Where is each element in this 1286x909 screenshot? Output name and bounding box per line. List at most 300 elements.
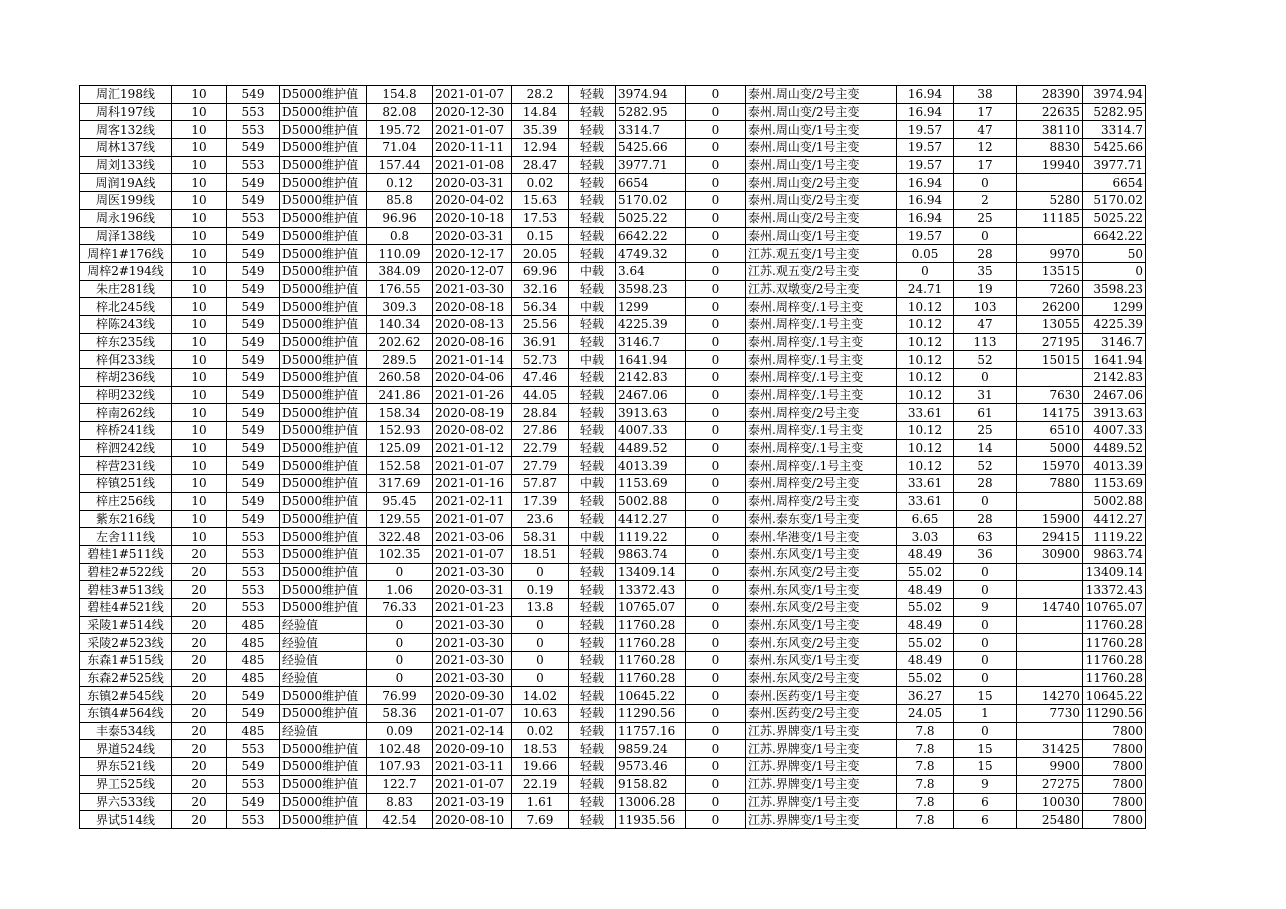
cell-date: 2021-03-19 — [433, 793, 512, 811]
cell-col-zero: 0 — [686, 209, 746, 227]
cell-load-status: 轻载 — [569, 669, 616, 687]
cell-load-rate: 23.6 — [512, 510, 569, 528]
cell-transformer-margin: 55.02 — [897, 598, 954, 616]
table-row — [80, 722, 1146, 740]
cell-capacity: 485 — [227, 669, 280, 687]
cell-value-source: D5000维护值 — [280, 121, 367, 139]
cell-available-capacity: 2142.83 — [1083, 369, 1146, 387]
cell-date: 2021-02-11 — [433, 492, 512, 510]
cell-voltage: 20 — [172, 722, 227, 740]
cell-load-status: 轻载 — [569, 705, 616, 723]
cell-col-zero: 0 — [686, 351, 746, 369]
cell-load-status: 轻载 — [569, 174, 616, 192]
cell-transformer-margin: 10.12 — [897, 422, 954, 440]
table-row — [80, 528, 1146, 546]
cell-transformer: 泰州.华港变/1号主变 — [746, 528, 897, 546]
cell-line-name: 东镇2#545线 — [80, 687, 172, 705]
cell-value-source: D5000维护值 — [280, 740, 367, 758]
cell-load-status: 轻载 — [569, 209, 616, 227]
cell-line-name: 梓胡236线 — [80, 369, 172, 387]
cell-value-source: D5000维护值 — [280, 298, 367, 316]
cell-available-capacity: 4412.27 — [1083, 510, 1146, 528]
cell-user-capacity — [1017, 563, 1083, 581]
cell-available-capacity: 4013.39 — [1083, 457, 1146, 475]
cell-col-zero: 0 — [686, 528, 746, 546]
cell-capacity: 549 — [227, 758, 280, 776]
cell-available-capacity: 3598.23 — [1083, 280, 1146, 298]
cell-user-capacity — [1017, 581, 1083, 599]
cell-transformer: 泰州.医药变/1号主变 — [746, 687, 897, 705]
cell-voltage: 10 — [172, 227, 227, 245]
table-row — [80, 457, 1146, 475]
cell-load-status: 轻载 — [569, 333, 616, 351]
cell-value-source: D5000维护值 — [280, 386, 367, 404]
cell-date: 2021-02-14 — [433, 722, 512, 740]
cell-line-name: 左舍111线 — [80, 528, 172, 546]
cell-capacity: 549 — [227, 369, 280, 387]
cell-current: 58.36 — [367, 705, 433, 723]
cell-available-capacity: 10645.22 — [1083, 687, 1146, 705]
cell-load-rate: 52.73 — [512, 351, 569, 369]
table-row — [80, 298, 1146, 316]
cell-current: 140.34 — [367, 315, 433, 333]
cell-line-name: 采陵2#523线 — [80, 634, 172, 652]
cell-line-name: 梓东235线 — [80, 333, 172, 351]
cell-transformer: 泰州.周山变/2号主变 — [746, 174, 897, 192]
cell-user-count: 15 — [954, 740, 1017, 758]
cell-current: 195.72 — [367, 121, 433, 139]
cell-transformer-margin: 48.49 — [897, 581, 954, 599]
cell-available-capacity: 1119.22 — [1083, 528, 1146, 546]
cell-date: 2021-01-12 — [433, 439, 512, 457]
cell-available-capacity: 13372.43 — [1083, 581, 1146, 599]
cell-date: 2020-03-31 — [433, 581, 512, 599]
cell-voltage: 20 — [172, 634, 227, 652]
cell-load-status: 轻载 — [569, 563, 616, 581]
cell-load-status: 轻载 — [569, 811, 616, 829]
cell-capacity: 549 — [227, 280, 280, 298]
cell-user-capacity — [1017, 174, 1083, 192]
cell-col-zero: 0 — [686, 333, 746, 351]
cell-capacity: 553 — [227, 121, 280, 139]
cell-transformer-margin: 7.8 — [897, 775, 954, 793]
cell-voltage: 20 — [172, 758, 227, 776]
cell-transformer-margin: 7.8 — [897, 758, 954, 776]
cell-transformer: 泰州.周山变/1号主变 — [746, 227, 897, 245]
cell-line-name: 界六533线 — [80, 793, 172, 811]
cell-line-name: 梓北245线 — [80, 298, 172, 316]
cell-margin: 3598.23 — [616, 280, 686, 298]
cell-transformer-margin: 10.12 — [897, 351, 954, 369]
cell-capacity: 549 — [227, 705, 280, 723]
cell-line-name: 周刘133线 — [80, 156, 172, 174]
cell-transformer: 泰州.东风变/2号主变 — [746, 669, 897, 687]
cell-line-name: 梓陈243线 — [80, 315, 172, 333]
cell-margin: 11760.28 — [616, 634, 686, 652]
cell-date: 2020-09-10 — [433, 740, 512, 758]
cell-user-count: 6 — [954, 793, 1017, 811]
cell-user-count: 63 — [954, 528, 1017, 546]
data-table — [79, 85, 1146, 829]
table-row — [80, 156, 1146, 174]
cell-transformer: 泰州.周山变/2号主变 — [746, 86, 897, 104]
cell-available-capacity: 11760.28 — [1083, 652, 1146, 670]
cell-voltage: 10 — [172, 510, 227, 528]
cell-available-capacity: 7800 — [1083, 775, 1146, 793]
cell-date: 2020-08-19 — [433, 404, 512, 422]
cell-load-status: 轻载 — [569, 245, 616, 263]
cell-col-zero: 0 — [686, 103, 746, 121]
cell-load-rate: 27.79 — [512, 457, 569, 475]
cell-user-capacity: 38110 — [1017, 121, 1083, 139]
cell-voltage: 20 — [172, 705, 227, 723]
cell-user-capacity — [1017, 652, 1083, 670]
cell-transformer-margin: 55.02 — [897, 634, 954, 652]
cell-margin: 6654 — [616, 174, 686, 192]
cell-user-count: 9 — [954, 775, 1017, 793]
cell-margin: 5170.02 — [616, 192, 686, 210]
cell-value-source: D5000维护值 — [280, 457, 367, 475]
cell-load-status: 轻载 — [569, 722, 616, 740]
cell-current: 8.83 — [367, 793, 433, 811]
cell-line-name: 梓佴233线 — [80, 351, 172, 369]
cell-margin: 6642.22 — [616, 227, 686, 245]
cell-line-name: 周科197线 — [80, 103, 172, 121]
cell-date: 2021-01-07 — [433, 705, 512, 723]
cell-voltage: 10 — [172, 439, 227, 457]
cell-col-zero: 0 — [686, 563, 746, 581]
cell-transformer-margin: 48.49 — [897, 616, 954, 634]
cell-line-name: 东森2#525线 — [80, 669, 172, 687]
cell-user-count: 0 — [954, 492, 1017, 510]
cell-user-capacity: 15970 — [1017, 457, 1083, 475]
cell-current: 0.8 — [367, 227, 433, 245]
cell-available-capacity: 9863.74 — [1083, 545, 1146, 563]
cell-available-capacity: 3977.71 — [1083, 156, 1146, 174]
cell-user-capacity: 5000 — [1017, 439, 1083, 457]
cell-load-status: 轻载 — [569, 422, 616, 440]
cell-value-source: 经验值 — [280, 652, 367, 670]
cell-transformer: 泰州.东风变/1号主变 — [746, 545, 897, 563]
cell-user-count: 0 — [954, 634, 1017, 652]
cell-voltage: 10 — [172, 369, 227, 387]
cell-col-zero: 0 — [686, 439, 746, 457]
cell-col-zero: 0 — [686, 793, 746, 811]
cell-available-capacity: 10765.07 — [1083, 598, 1146, 616]
cell-current: 125.09 — [367, 439, 433, 457]
cell-capacity: 549 — [227, 139, 280, 157]
cell-user-count: 35 — [954, 262, 1017, 280]
cell-transformer: 泰州.东风变/1号主变 — [746, 652, 897, 670]
cell-available-capacity: 4007.33 — [1083, 422, 1146, 440]
cell-available-capacity: 5282.95 — [1083, 103, 1146, 121]
cell-value-source: D5000维护值 — [280, 103, 367, 121]
cell-capacity: 549 — [227, 457, 280, 475]
cell-line-name: 东森1#515线 — [80, 652, 172, 670]
cell-user-capacity: 27195 — [1017, 333, 1083, 351]
cell-margin: 3146.7 — [616, 333, 686, 351]
cell-line-name: 周润19A线 — [80, 174, 172, 192]
cell-capacity: 553 — [227, 545, 280, 563]
cell-value-source: D5000维护值 — [280, 687, 367, 705]
cell-voltage: 20 — [172, 687, 227, 705]
cell-margin: 3977.71 — [616, 156, 686, 174]
cell-transformer: 江苏.界牌变/1号主变 — [746, 793, 897, 811]
cell-capacity: 549 — [227, 262, 280, 280]
cell-transformer: 泰州.周山变/1号主变 — [746, 156, 897, 174]
cell-transformer-margin: 36.27 — [897, 687, 954, 705]
cell-line-name: 采陵1#514线 — [80, 616, 172, 634]
cell-current: 152.93 — [367, 422, 433, 440]
cell-transformer-margin: 16.94 — [897, 209, 954, 227]
cell-load-rate: 35.39 — [512, 121, 569, 139]
cell-date: 2021-03-06 — [433, 528, 512, 546]
table-row — [80, 598, 1146, 616]
cell-load-rate: 13.8 — [512, 598, 569, 616]
cell-margin: 3913.63 — [616, 404, 686, 422]
table-row — [80, 139, 1146, 157]
cell-current: 102.35 — [367, 545, 433, 563]
cell-voltage: 20 — [172, 598, 227, 616]
cell-line-name: 梓庄256线 — [80, 492, 172, 510]
cell-available-capacity: 1641.94 — [1083, 351, 1146, 369]
cell-load-rate: 28.84 — [512, 404, 569, 422]
cell-date: 2021-01-07 — [433, 457, 512, 475]
cell-date: 2020-08-10 — [433, 811, 512, 829]
cell-col-zero: 0 — [686, 457, 746, 475]
cell-load-status: 轻载 — [569, 369, 616, 387]
cell-user-capacity: 13055 — [1017, 315, 1083, 333]
cell-load-status: 中载 — [569, 262, 616, 280]
cell-voltage: 10 — [172, 86, 227, 104]
table-row — [80, 174, 1146, 192]
cell-load-status: 轻载 — [569, 439, 616, 457]
cell-load-status: 轻载 — [569, 139, 616, 157]
cell-col-zero: 0 — [686, 139, 746, 157]
cell-capacity: 549 — [227, 192, 280, 210]
cell-user-capacity — [1017, 616, 1083, 634]
cell-load-rate: 0 — [512, 652, 569, 670]
cell-transformer-margin: 10.12 — [897, 315, 954, 333]
cell-margin: 10645.22 — [616, 687, 686, 705]
cell-capacity: 553 — [227, 156, 280, 174]
cell-load-status: 轻载 — [569, 740, 616, 758]
cell-current: 0 — [367, 652, 433, 670]
cell-available-capacity: 3314.7 — [1083, 121, 1146, 139]
cell-date: 2021-03-30 — [433, 616, 512, 634]
cell-voltage: 20 — [172, 616, 227, 634]
cell-col-zero: 0 — [686, 811, 746, 829]
cell-transformer: 泰州.周梓变/.1号主变 — [746, 369, 897, 387]
cell-margin: 9158.82 — [616, 775, 686, 793]
cell-load-rate: 27.86 — [512, 422, 569, 440]
cell-transformer-margin: 19.57 — [897, 156, 954, 174]
cell-capacity: 549 — [227, 422, 280, 440]
cell-col-zero: 0 — [686, 404, 746, 422]
cell-user-capacity — [1017, 669, 1083, 687]
cell-load-status: 轻载 — [569, 616, 616, 634]
cell-load-rate: 1.61 — [512, 793, 569, 811]
cell-load-status: 轻载 — [569, 634, 616, 652]
cell-current: 102.48 — [367, 740, 433, 758]
cell-user-capacity: 31425 — [1017, 740, 1083, 758]
cell-capacity: 553 — [227, 775, 280, 793]
cell-current: 85.8 — [367, 192, 433, 210]
cell-value-source: 经验值 — [280, 616, 367, 634]
cell-current: 1.06 — [367, 581, 433, 599]
cell-available-capacity: 6654 — [1083, 174, 1146, 192]
cell-available-capacity: 6642.22 — [1083, 227, 1146, 245]
cell-transformer: 泰州.东风变/2号主变 — [746, 598, 897, 616]
cell-col-zero: 0 — [686, 298, 746, 316]
cell-voltage: 10 — [172, 245, 227, 263]
cell-margin: 1153.69 — [616, 475, 686, 493]
cell-date: 2020-12-07 — [433, 262, 512, 280]
cell-value-source: D5000维护值 — [280, 545, 367, 563]
cell-line-name: 朱庄281线 — [80, 280, 172, 298]
cell-user-count: 9 — [954, 598, 1017, 616]
cell-date: 2020-09-30 — [433, 687, 512, 705]
cell-current: 202.62 — [367, 333, 433, 351]
cell-margin: 5425.66 — [616, 139, 686, 157]
cell-voltage: 20 — [172, 652, 227, 670]
cell-user-count: 6 — [954, 811, 1017, 829]
cell-load-status: 中载 — [569, 475, 616, 493]
cell-transformer-margin: 10.12 — [897, 333, 954, 351]
cell-available-capacity: 1299 — [1083, 298, 1146, 316]
cell-margin: 5025.22 — [616, 209, 686, 227]
cell-user-capacity — [1017, 492, 1083, 510]
cell-date: 2021-03-11 — [433, 758, 512, 776]
cell-date: 2020-03-31 — [433, 174, 512, 192]
cell-value-source: D5000维护值 — [280, 333, 367, 351]
cell-user-count: 28 — [954, 245, 1017, 263]
cell-load-status: 轻载 — [569, 598, 616, 616]
cell-capacity: 553 — [227, 209, 280, 227]
cell-col-zero: 0 — [686, 510, 746, 528]
cell-load-rate: 0 — [512, 616, 569, 634]
cell-load-rate: 57.87 — [512, 475, 569, 493]
cell-load-rate: 18.53 — [512, 740, 569, 758]
cell-value-source: D5000维护值 — [280, 475, 367, 493]
cell-load-rate: 58.31 — [512, 528, 569, 546]
cell-value-source: D5000维护值 — [280, 315, 367, 333]
cell-load-rate: 69.96 — [512, 262, 569, 280]
cell-transformer: 江苏.界牌变/1号主变 — [746, 740, 897, 758]
cell-transformer-margin: 10.12 — [897, 457, 954, 475]
cell-margin: 4007.33 — [616, 422, 686, 440]
cell-voltage: 10 — [172, 528, 227, 546]
cell-transformer: 泰州.东风变/1号主变 — [746, 616, 897, 634]
cell-col-zero: 0 — [686, 705, 746, 723]
cell-value-source: D5000维护值 — [280, 86, 367, 104]
cell-value-source: D5000维护值 — [280, 156, 367, 174]
cell-current: 0 — [367, 669, 433, 687]
cell-margin: 5282.95 — [616, 103, 686, 121]
cell-user-count: 25 — [954, 209, 1017, 227]
cell-current: 0 — [367, 616, 433, 634]
cell-voltage: 10 — [172, 192, 227, 210]
cell-capacity: 549 — [227, 475, 280, 493]
cell-date: 2021-01-23 — [433, 598, 512, 616]
cell-margin: 13409.14 — [616, 563, 686, 581]
cell-date: 2021-03-30 — [433, 669, 512, 687]
table-row — [80, 811, 1146, 829]
cell-value-source: D5000维护值 — [280, 439, 367, 457]
cell-date: 2021-01-16 — [433, 475, 512, 493]
cell-voltage: 20 — [172, 793, 227, 811]
cell-date: 2021-03-30 — [433, 563, 512, 581]
cell-col-zero: 0 — [686, 422, 746, 440]
cell-value-source: D5000维护值 — [280, 262, 367, 280]
cell-date: 2020-03-31 — [433, 227, 512, 245]
cell-load-rate: 14.02 — [512, 687, 569, 705]
cell-user-count: 0 — [954, 616, 1017, 634]
table-row — [80, 369, 1146, 387]
cell-user-count: 15 — [954, 687, 1017, 705]
cell-col-zero: 0 — [686, 475, 746, 493]
cell-margin: 2142.83 — [616, 369, 686, 387]
cell-transformer-margin: 10.12 — [897, 298, 954, 316]
cell-user-count: 25 — [954, 422, 1017, 440]
cell-user-count: 52 — [954, 457, 1017, 475]
cell-current: 71.04 — [367, 139, 433, 157]
cell-user-count: 28 — [954, 510, 1017, 528]
cell-load-status: 轻载 — [569, 510, 616, 528]
cell-load-rate: 0.19 — [512, 581, 569, 599]
cell-value-source: 经验值 — [280, 634, 367, 652]
cell-load-status: 中载 — [569, 298, 616, 316]
cell-voltage: 10 — [172, 457, 227, 475]
cell-capacity: 553 — [227, 598, 280, 616]
cell-value-source: 经验值 — [280, 722, 367, 740]
cell-voltage: 20 — [172, 669, 227, 687]
cell-current: 107.93 — [367, 758, 433, 776]
cell-date: 2020-08-13 — [433, 315, 512, 333]
table-row — [80, 86, 1146, 104]
cell-current: 158.34 — [367, 404, 433, 422]
cell-current: 176.55 — [367, 280, 433, 298]
cell-current: 157.44 — [367, 156, 433, 174]
cell-col-zero: 0 — [686, 174, 746, 192]
cell-transformer-margin: 16.94 — [897, 174, 954, 192]
cell-line-name: 东镇4#564线 — [80, 705, 172, 723]
cell-available-capacity: 4489.52 — [1083, 439, 1146, 457]
cell-col-zero: 0 — [686, 545, 746, 563]
cell-load-status: 轻载 — [569, 581, 616, 599]
cell-date: 2021-01-07 — [433, 775, 512, 793]
cell-load-rate: 10.63 — [512, 705, 569, 723]
cell-line-name: 周永196线 — [80, 209, 172, 227]
cell-user-count: 0 — [954, 652, 1017, 670]
cell-load-rate: 32.16 — [512, 280, 569, 298]
cell-load-status: 轻载 — [569, 156, 616, 174]
cell-line-name: 界工525线 — [80, 775, 172, 793]
cell-voltage: 10 — [172, 315, 227, 333]
cell-load-status: 中载 — [569, 351, 616, 369]
cell-margin: 9859.24 — [616, 740, 686, 758]
cell-load-status: 轻载 — [569, 775, 616, 793]
cell-user-capacity: 9900 — [1017, 758, 1083, 776]
cell-date: 2020-04-06 — [433, 369, 512, 387]
cell-transformer: 泰州.医药变/2号主变 — [746, 705, 897, 723]
cell-line-name: 梓营231线 — [80, 457, 172, 475]
cell-current: 76.99 — [367, 687, 433, 705]
cell-date: 2021-03-30 — [433, 280, 512, 298]
cell-user-count: 17 — [954, 103, 1017, 121]
cell-date: 2021-01-07 — [433, 86, 512, 104]
cell-transformer: 泰州.周梓变/.1号主变 — [746, 351, 897, 369]
